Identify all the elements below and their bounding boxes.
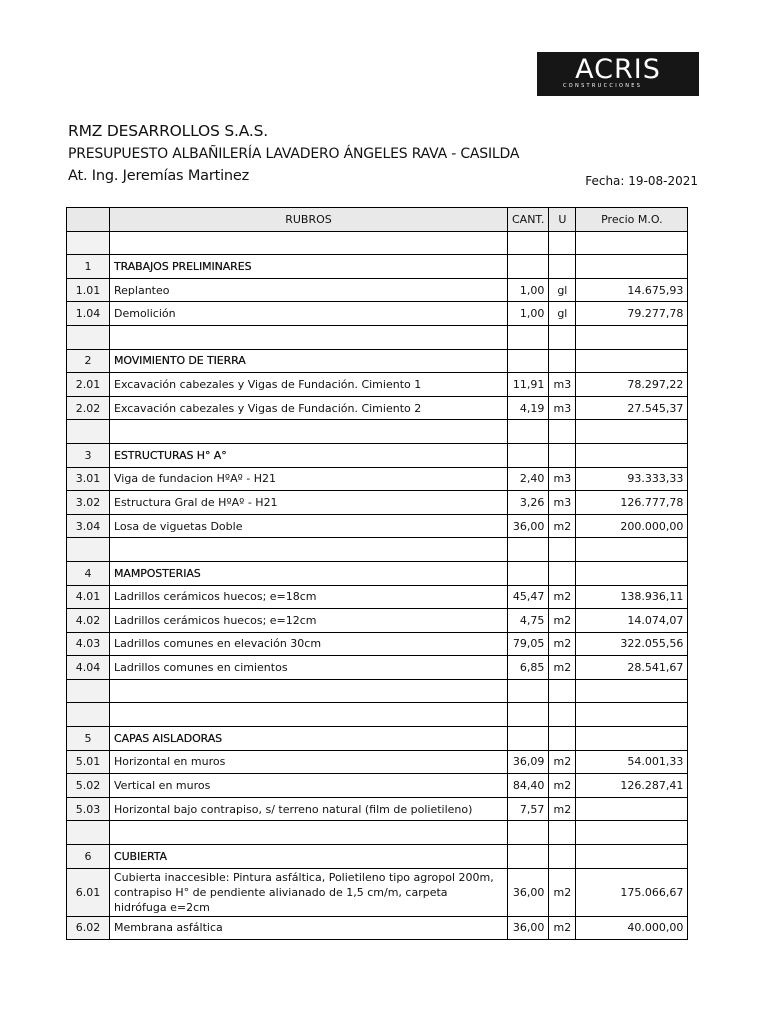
row-quantity-cell (508, 703, 549, 727)
logo-subtitle: CONSTRUCCIONES (563, 83, 643, 89)
blank-row (67, 821, 688, 845)
row-quantity-cell (508, 561, 549, 585)
row-quantity-cell: 45,47 (508, 585, 549, 609)
row-price-cell: 79.277,78 (576, 302, 688, 326)
row-unit-cell (549, 420, 576, 444)
row-price-cell: 93.333,33 (576, 467, 688, 491)
row-price-cell (576, 821, 688, 845)
row-price-cell (576, 797, 688, 821)
header-cant: CANT. (508, 208, 549, 232)
row-price-cell: 28.541,67 (576, 656, 688, 680)
row-unit-cell: gl (549, 278, 576, 302)
row-description-cell: Ladrillos comunes en elevación 30cm (110, 632, 508, 656)
row-number-cell: 5 (67, 727, 110, 751)
row-quantity-cell (508, 443, 549, 467)
row-unit-cell: m2 (549, 609, 576, 633)
row-description-cell (110, 325, 508, 349)
row-description-cell (110, 443, 508, 467)
row-price-cell: 27.545,37 (576, 396, 688, 420)
row-quantity-cell: 6,85 (508, 656, 549, 680)
row-quantity-cell (508, 420, 549, 444)
row-quantity-cell: 79,05 (508, 632, 549, 656)
table-row (67, 396, 688, 420)
row-price-cell: 200.000,00 (576, 514, 688, 538)
budget-table (66, 207, 688, 940)
row-quantity-cell: 36,00 (508, 868, 549, 916)
row-number-cell: 3.04 (67, 514, 110, 538)
row-price-cell: 14.074,07 (576, 609, 688, 633)
row-description-cell (110, 703, 508, 727)
row-description-cell: Ladrillos comunes en cimientos (110, 656, 508, 680)
row-number-cell: 4.01 (67, 585, 110, 609)
row-description-cell: Ladrillos cerámicos huecos; e=18cm (110, 585, 508, 609)
row-quantity-cell: 1,00 (508, 302, 549, 326)
row-price-cell (576, 679, 688, 703)
table-header-row (67, 208, 688, 232)
row-description-cell: Excavación cabezales y Vigas de Fundación. Cimiento 2 (110, 396, 508, 420)
header-num (67, 208, 110, 232)
row-quantity-cell: 36,00 (508, 514, 549, 538)
row-unit-cell (549, 325, 576, 349)
row-quantity-cell: 36,09 (508, 750, 549, 774)
row-quantity-cell (508, 821, 549, 845)
row-number-cell: 5.03 (67, 797, 110, 821)
row-description-cell: Ladrillos cerámicos huecos; e=12cm (110, 609, 508, 633)
blank-row (67, 679, 688, 703)
row-number-cell (67, 420, 110, 444)
row-price-cell: 126.777,78 (576, 491, 688, 515)
row-quantity-cell: 2,40 (508, 467, 549, 491)
row-number-cell: 5.02 (67, 774, 110, 798)
row-price-cell (576, 443, 688, 467)
blank-row (67, 538, 688, 562)
row-quantity-cell: 11,91 (508, 373, 549, 397)
row-unit-cell (549, 561, 576, 585)
row-number-cell: 5.01 (67, 750, 110, 774)
row-price-cell: 322.055,56 (576, 632, 688, 656)
row-quantity-cell: 7,57 (508, 797, 549, 821)
table-row (67, 868, 688, 916)
row-unit-cell (549, 255, 576, 279)
row-quantity-cell: 3,26 (508, 491, 549, 515)
table-row (67, 373, 688, 397)
row-number-cell: 6.02 (67, 916, 110, 940)
row-unit-cell: m3 (549, 491, 576, 515)
row-unit-cell: m2 (549, 797, 576, 821)
section-row (67, 349, 688, 373)
row-unit-cell: m2 (549, 750, 576, 774)
row-price-cell: 40.000,00 (576, 916, 688, 940)
blank-row (67, 703, 688, 727)
row-price-cell (576, 703, 688, 727)
section-title: ESTRUCTURAS H° A° (114, 448, 227, 462)
table-row (67, 750, 688, 774)
row-quantity-cell (508, 727, 549, 751)
row-number-cell (67, 821, 110, 845)
row-price-cell (576, 420, 688, 444)
row-unit-cell (549, 679, 576, 703)
row-number-cell: 4.03 (67, 632, 110, 656)
header-unit: U (549, 208, 576, 232)
row-quantity-cell: 84,40 (508, 774, 549, 798)
row-number-cell: 4 (67, 561, 110, 585)
row-number-cell: 6 (67, 845, 110, 869)
row-unit-cell: m2 (549, 916, 576, 940)
row-price-cell (576, 538, 688, 562)
table-row (67, 585, 688, 609)
logo-wordmark: ACRIS (575, 54, 661, 85)
header-price: Precio M.O. (576, 208, 688, 232)
row-unit-cell: m2 (549, 514, 576, 538)
section-row (67, 443, 688, 467)
attention-line: At. Ing. Jeremías Martinez (68, 168, 250, 184)
table-row (67, 632, 688, 656)
row-description-cell: Estructura Gral de HºAº - H21 (110, 491, 508, 515)
table-row (67, 467, 688, 491)
blank-row (67, 420, 688, 444)
row-quantity-cell (508, 325, 549, 349)
row-quantity-cell (508, 231, 549, 255)
row-unit-cell: m2 (549, 585, 576, 609)
row-quantity-cell (508, 538, 549, 562)
row-quantity-cell: 36,00 (508, 916, 549, 940)
row-description-cell (110, 349, 508, 373)
row-description-cell: Horizontal bajo contrapiso, s/ terreno natural (film de polietileno) (110, 797, 508, 821)
section-title: TRABAJOS PRELIMINARES (114, 259, 252, 273)
row-number-cell (67, 231, 110, 255)
table-row (67, 514, 688, 538)
row-description-cell (110, 561, 508, 585)
row-price-cell (576, 349, 688, 373)
row-description-cell (110, 231, 508, 255)
row-description-cell: Membrana asfáltica (110, 916, 508, 940)
row-unit-cell (549, 231, 576, 255)
table-row (67, 302, 688, 326)
row-number-cell: 2.01 (67, 373, 110, 397)
section-title: CAPAS AISLADORAS (114, 731, 223, 745)
row-price-cell: 175.066,67 (576, 868, 688, 916)
table-row (67, 491, 688, 515)
row-number-cell: 3.01 (67, 467, 110, 491)
row-description-cell (110, 821, 508, 845)
document-title: PRESUPUESTO ALBAÑILERÍA LAVADERO ÁNGELES RAVA - CASILDA (68, 146, 520, 162)
row-quantity-cell: 1,00 (508, 278, 549, 302)
row-price-cell: 14.675,93 (576, 278, 688, 302)
row-description-cell (110, 679, 508, 703)
row-quantity-cell: 4,75 (508, 609, 549, 633)
section-row (67, 727, 688, 751)
row-number-cell: 3 (67, 443, 110, 467)
row-description-cell: Cubierta inaccesible: Pintura asfáltica, Polietileno tipo agropol 200m, contrapiso H° de pendiente alivianado de 1,5 cm/m, carpeta hidrófuga e=2cm (110, 868, 508, 916)
row-description-cell: Vertical en muros (110, 774, 508, 798)
company-name: RMZ DESARROLLOS S.A.S. (68, 122, 268, 140)
row-number-cell: 3.02 (67, 491, 110, 515)
row-quantity-cell (508, 349, 549, 373)
row-number-cell: 6.01 (67, 868, 110, 916)
row-number-cell: 4.04 (67, 656, 110, 680)
header-rubros: RUBROS (110, 208, 508, 232)
row-quantity-cell (508, 679, 549, 703)
section-row (67, 255, 688, 279)
row-price-cell (576, 325, 688, 349)
row-unit-cell (549, 443, 576, 467)
row-unit-cell: m2 (549, 632, 576, 656)
row-description-cell: Losa de viguetas Doble (110, 514, 508, 538)
row-unit-cell (549, 821, 576, 845)
row-price-cell: 126.287,41 (576, 774, 688, 798)
table-row (67, 916, 688, 940)
row-number-cell: 1 (67, 255, 110, 279)
row-number-cell: 2.02 (67, 396, 110, 420)
section-row (67, 561, 688, 585)
row-number-cell (67, 679, 110, 703)
company-logo (537, 52, 699, 96)
blank-row (67, 325, 688, 349)
row-number-cell: 1.04 (67, 302, 110, 326)
section-title: MOVIMIENTO DE TIERRA (114, 354, 246, 368)
row-unit-cell (549, 349, 576, 373)
row-number-cell (67, 325, 110, 349)
row-description-cell: Viga de fundacion HºAº - H21 (110, 467, 508, 491)
row-price-cell (576, 727, 688, 751)
row-price-cell: 138.936,11 (576, 585, 688, 609)
row-quantity-cell: 4,19 (508, 396, 549, 420)
row-description-cell (110, 538, 508, 562)
row-quantity-cell (508, 845, 549, 869)
section-title: CUBIERTA (114, 849, 167, 863)
row-unit-cell (549, 703, 576, 727)
row-description-cell: Demolición (110, 302, 508, 326)
table-row (67, 278, 688, 302)
row-unit-cell: m3 (549, 396, 576, 420)
row-unit-cell: m3 (549, 467, 576, 491)
row-description-cell (110, 255, 508, 279)
row-description-cell: Replanteo (110, 278, 508, 302)
row-description-cell: Horizontal en muros (110, 750, 508, 774)
row-quantity-cell (508, 255, 549, 279)
row-unit-cell: m2 (549, 774, 576, 798)
row-description-cell (110, 420, 508, 444)
row-price-cell: 78.297,22 (576, 373, 688, 397)
row-unit-cell (549, 845, 576, 869)
row-description-cell: Excavación cabezales y Vigas de Fundación. Cimiento 1 (110, 373, 508, 397)
row-unit-cell (549, 727, 576, 751)
table-row (67, 774, 688, 798)
row-number-cell: 4.02 (67, 609, 110, 633)
row-unit-cell: m3 (549, 373, 576, 397)
blank-row (67, 231, 688, 255)
row-number-cell (67, 538, 110, 562)
row-unit-cell (549, 538, 576, 562)
row-price-cell (576, 255, 688, 279)
table-row (67, 656, 688, 680)
row-number-cell: 1.01 (67, 278, 110, 302)
row-unit-cell: m2 (549, 656, 576, 680)
document-date: Fecha: 19-08-2021 (585, 174, 698, 188)
row-price-cell: 54.001,33 (576, 750, 688, 774)
section-row (67, 845, 688, 869)
row-price-cell (576, 231, 688, 255)
row-description-cell (110, 727, 508, 751)
row-unit-cell: gl (549, 302, 576, 326)
row-unit-cell: m2 (549, 868, 576, 916)
row-price-cell (576, 845, 688, 869)
row-description-cell (110, 845, 508, 869)
row-number-cell (67, 703, 110, 727)
row-price-cell (576, 561, 688, 585)
table-row (67, 609, 688, 633)
section-title: MAMPOSTERIAS (114, 566, 201, 580)
table-row (67, 797, 688, 821)
row-number-cell: 2 (67, 349, 110, 373)
